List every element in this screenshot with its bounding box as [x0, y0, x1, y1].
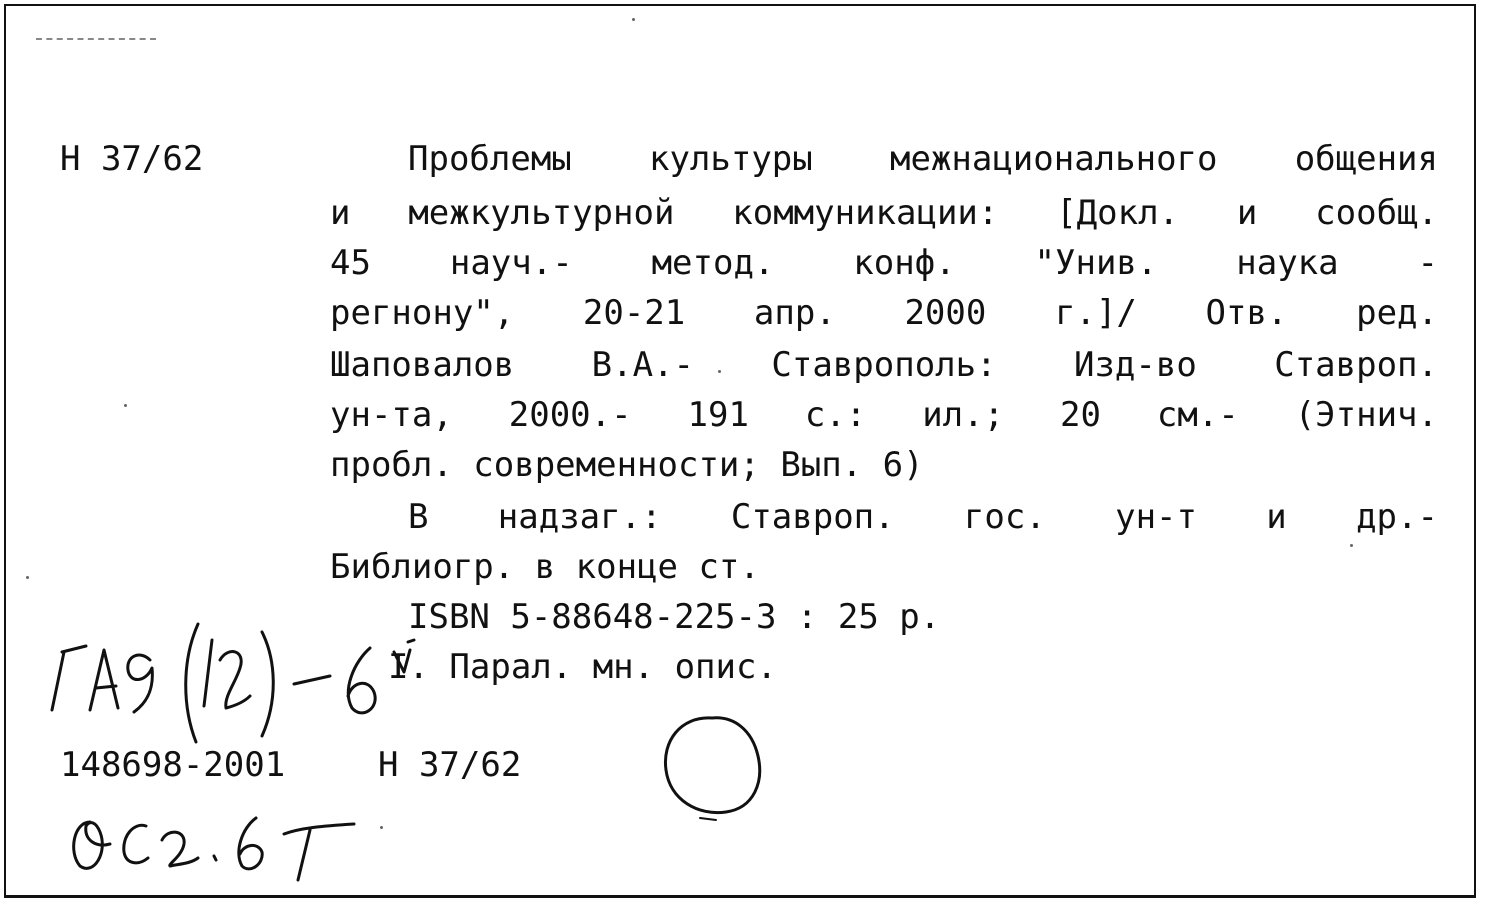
parallel-description-line: I. Парал. мн. опис.	[388, 647, 777, 687]
body-word: апр.	[753, 293, 836, 333]
body-word: Изд-во	[1073, 345, 1197, 385]
body-word: ун-та,	[330, 395, 453, 435]
body-word: 191	[687, 395, 749, 435]
inventory-number: 148698-2001	[60, 745, 286, 785]
inventory-shelfmark: Н 37/62	[378, 745, 522, 785]
title-word: межнационального	[889, 139, 1218, 179]
body-word: и	[330, 193, 351, 233]
body-word: 20-21	[582, 293, 686, 333]
body-word: и	[1236, 193, 1258, 233]
body-word: межкультурной	[408, 193, 675, 233]
body-word: 45	[330, 243, 371, 283]
body-word: регнону",	[330, 293, 515, 333]
shelfmark: Н 37/62	[60, 139, 204, 179]
note-word: и	[1266, 497, 1287, 537]
body-word: с.:	[804, 395, 867, 435]
scan-speck	[26, 576, 29, 579]
note-word: ун-т	[1115, 497, 1197, 537]
body-word: 2000.-	[508, 395, 632, 435]
body-word: коммуникации:	[732, 193, 999, 233]
body-word: 20	[1060, 395, 1101, 435]
body-word: Ставрополь:	[771, 345, 997, 385]
scan-speck	[718, 370, 721, 373]
body-word: г.]/	[1055, 293, 1137, 333]
body-word: науч.-	[449, 243, 573, 283]
title-word: общения	[1294, 139, 1438, 179]
scan-speck	[124, 404, 127, 407]
body-word: ред.	[1356, 293, 1438, 333]
body-word: "Унив.	[1034, 243, 1158, 283]
body-word: [Докл.	[1056, 193, 1180, 233]
bibliography-line: Библиогр. в конце ст.	[330, 547, 760, 587]
stamp-circle	[665, 718, 759, 820]
body-word: сообщ.	[1315, 193, 1438, 233]
body-word: 2000	[904, 293, 987, 333]
body-word: В.А.-	[591, 345, 694, 385]
handwritten-code-mark	[74, 818, 354, 880]
series-line: пробл. современности; Вып. 6)	[330, 445, 924, 485]
body-word: Отв.	[1205, 293, 1288, 333]
title-word: Проблемы	[408, 139, 572, 179]
body-word: (Этнич.	[1294, 395, 1438, 435]
body-word: наука	[1236, 243, 1339, 283]
body-word: конф.	[853, 243, 956, 283]
scan-speck	[1350, 544, 1353, 547]
body-word: ил.;	[922, 395, 1005, 435]
note-word: надзаг.:	[497, 497, 662, 537]
scan-speck	[632, 18, 635, 21]
body-word: метод.	[651, 243, 775, 283]
note-word: др.-	[1356, 497, 1438, 537]
isbn-line: ISBN 5-88648-225-3 : 25 р.	[408, 597, 941, 637]
title-word: культуры	[648, 139, 813, 179]
body-word: см.-	[1156, 395, 1239, 435]
body-word: Ставроп.	[1274, 345, 1438, 385]
body-word: Шаповалов	[330, 345, 515, 385]
note-word: В	[408, 497, 429, 537]
handwritten-class-mark	[52, 624, 414, 742]
note-word: гос.	[963, 497, 1046, 537]
scan-speck	[380, 826, 383, 829]
body-word: -	[1417, 243, 1438, 283]
note-word: Ставроп.	[730, 497, 895, 537]
